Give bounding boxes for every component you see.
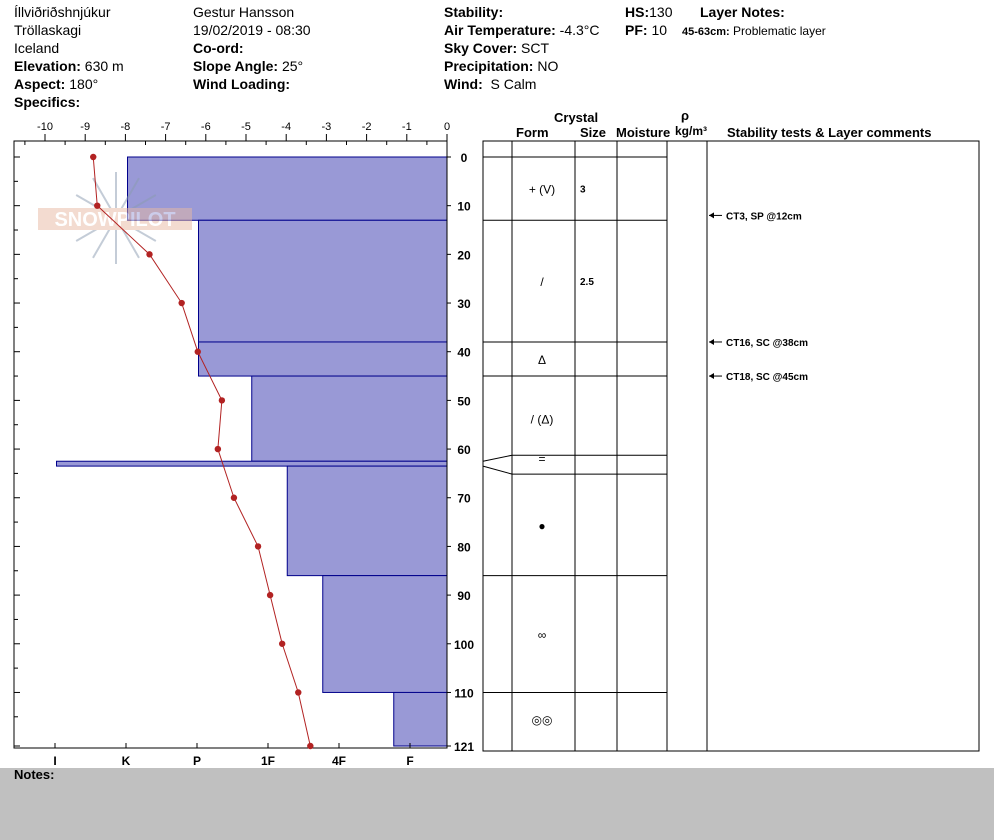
temp-tick-label: -7 bbox=[160, 121, 171, 133]
temperature-point bbox=[219, 397, 225, 403]
notes-label: Notes: bbox=[14, 767, 55, 782]
temperature-point bbox=[231, 495, 237, 501]
elevation-value: 630 m bbox=[84, 58, 124, 74]
stability-tests-header: Stability tests & Layer comments bbox=[727, 125, 932, 140]
wind-value: S Calm bbox=[490, 76, 537, 92]
depth-tick-label: 20 bbox=[457, 248, 471, 263]
aspect-label: Aspect: bbox=[14, 76, 66, 92]
stability-test-label: CT3, SP @12cm bbox=[726, 211, 802, 223]
wind-loading-label: Wind Loading: bbox=[193, 76, 291, 92]
slope-value: 25° bbox=[281, 58, 304, 74]
hardness-bar bbox=[199, 220, 448, 342]
size-header: Size bbox=[580, 125, 607, 140]
observer: Gestur Hansson bbox=[193, 4, 295, 20]
sky-value: SCT bbox=[521, 40, 550, 56]
country: Iceland bbox=[14, 40, 60, 56]
layer-notes-label: Layer Notes: bbox=[700, 4, 785, 20]
elevation-label: Elevation: bbox=[14, 58, 81, 74]
slope-label: Slope Angle: bbox=[193, 58, 279, 74]
hs-value: 130 bbox=[649, 4, 673, 20]
depth-tick-label: 50 bbox=[457, 394, 471, 409]
hardness-bar bbox=[323, 576, 447, 693]
hardness-bar bbox=[57, 461, 448, 466]
temperature-point bbox=[178, 300, 184, 306]
hardness-tick-label: 4F bbox=[331, 754, 347, 768]
temp-tick-label: -1 bbox=[401, 121, 412, 133]
temperature-point bbox=[90, 154, 96, 160]
region: Tröllaskagi bbox=[14, 22, 82, 38]
stability-test-label: CT16, SC @38cm bbox=[726, 337, 809, 349]
stability-test-label: CT18, SC @45cm bbox=[726, 372, 809, 384]
temp-tick-label: 0 bbox=[443, 121, 451, 133]
grain-size: 2.5 bbox=[580, 277, 594, 289]
depth-tick-label: 100 bbox=[453, 637, 475, 652]
precip-label: Precipitation: bbox=[444, 58, 534, 74]
temperature-point bbox=[195, 349, 201, 355]
temperature-point bbox=[146, 251, 152, 257]
sky-label: Sky Cover: bbox=[444, 40, 518, 56]
depth-tick-label: 0 bbox=[460, 151, 468, 165]
hardness-tick-label: K bbox=[121, 754, 131, 768]
temp-tick-label: -3 bbox=[321, 121, 332, 133]
temperature-point bbox=[279, 641, 285, 647]
depth-connector bbox=[483, 466, 512, 474]
depth-connector bbox=[483, 455, 512, 461]
temperature-point bbox=[94, 202, 100, 208]
test-arrowhead bbox=[709, 339, 714, 345]
test-arrowhead bbox=[709, 373, 714, 379]
stability-label: Stability: bbox=[444, 4, 504, 20]
test-arrowhead bbox=[709, 212, 714, 218]
temperature-point bbox=[267, 592, 273, 598]
grain-form: ∞ bbox=[537, 628, 547, 643]
hardness-bar bbox=[199, 342, 448, 376]
layer-note-text: Problematic layer bbox=[733, 24, 826, 38]
air-temp-label: Air Temperature: bbox=[444, 22, 556, 38]
hardness-bar bbox=[394, 692, 447, 746]
temp-tick-label: -10 bbox=[37, 121, 53, 133]
precip-value: NO bbox=[537, 58, 559, 74]
depth-tick-label: 90 bbox=[457, 589, 471, 604]
temperature-point bbox=[215, 446, 221, 452]
temp-tick-label: -2 bbox=[361, 121, 372, 133]
moisture-header: Moisture bbox=[616, 125, 671, 140]
form-header: Form bbox=[516, 125, 549, 140]
coord-label: Co-ord: bbox=[193, 40, 244, 56]
layer-table-frame bbox=[483, 141, 979, 751]
watermark-text: SNOWPILOT bbox=[54, 209, 176, 231]
temp-tick-label: -4 bbox=[281, 121, 292, 133]
grain-form: + (V) bbox=[528, 182, 556, 197]
hardness-tick-label: P bbox=[192, 754, 202, 768]
grain-form: ● bbox=[538, 518, 546, 533]
temp-tick-label: -6 bbox=[200, 121, 211, 133]
depth-tick-label: 10 bbox=[457, 199, 471, 214]
aspect-value: 180° bbox=[69, 76, 99, 92]
temp-tick-label: -9 bbox=[80, 121, 91, 133]
grain-form: / bbox=[540, 275, 544, 290]
hardness-bar bbox=[252, 376, 447, 461]
grain-size: 3 bbox=[580, 184, 586, 196]
grain-form: / (Δ) bbox=[530, 412, 554, 427]
specifics-label: Specifics: bbox=[14, 94, 81, 110]
depth-tick-label: 70 bbox=[457, 491, 471, 506]
depth-tick-label: 80 bbox=[457, 540, 471, 555]
depth-tick-label: 121 bbox=[453, 740, 475, 754]
temp-tick-label: -8 bbox=[120, 121, 131, 133]
notes-footer bbox=[0, 768, 994, 840]
density-unit-header: kg/m³ bbox=[675, 124, 708, 138]
depth-tick-label: 40 bbox=[457, 345, 471, 360]
temperature-point bbox=[255, 543, 261, 549]
grain-form: ◎◎ bbox=[531, 713, 553, 728]
crystal-header: Crystal bbox=[554, 110, 599, 125]
hardness-tick-label: 1F bbox=[260, 754, 276, 768]
rho-header: ρ bbox=[681, 108, 690, 123]
depth-tick-label: 60 bbox=[457, 443, 471, 458]
air-temp-value: -4.3°C bbox=[559, 22, 600, 38]
depth-tick-label: 30 bbox=[457, 297, 471, 312]
pf-value: 10 bbox=[651, 22, 668, 38]
hs-label: HS: bbox=[625, 4, 650, 20]
temperature-point bbox=[307, 743, 313, 749]
temperature-point bbox=[295, 689, 301, 695]
temp-tick-label: -5 bbox=[241, 121, 251, 133]
grain-form: Δ bbox=[537, 353, 547, 368]
layer-note-range: 45-63cm: bbox=[682, 26, 730, 38]
depth-tick-label: 110 bbox=[454, 686, 474, 701]
datetime: 19/02/2019 - 08:30 bbox=[193, 22, 311, 38]
hardness-tick-label: I bbox=[53, 754, 57, 768]
wind-label: Wind: bbox=[444, 76, 483, 92]
hardness-tick-label: F bbox=[406, 754, 414, 768]
location-name: Íllviðriðshnjúkur bbox=[14, 4, 111, 20]
pf-label: PF: bbox=[625, 22, 648, 38]
hardness-bar bbox=[287, 466, 447, 576]
grain-form: = bbox=[538, 452, 546, 467]
